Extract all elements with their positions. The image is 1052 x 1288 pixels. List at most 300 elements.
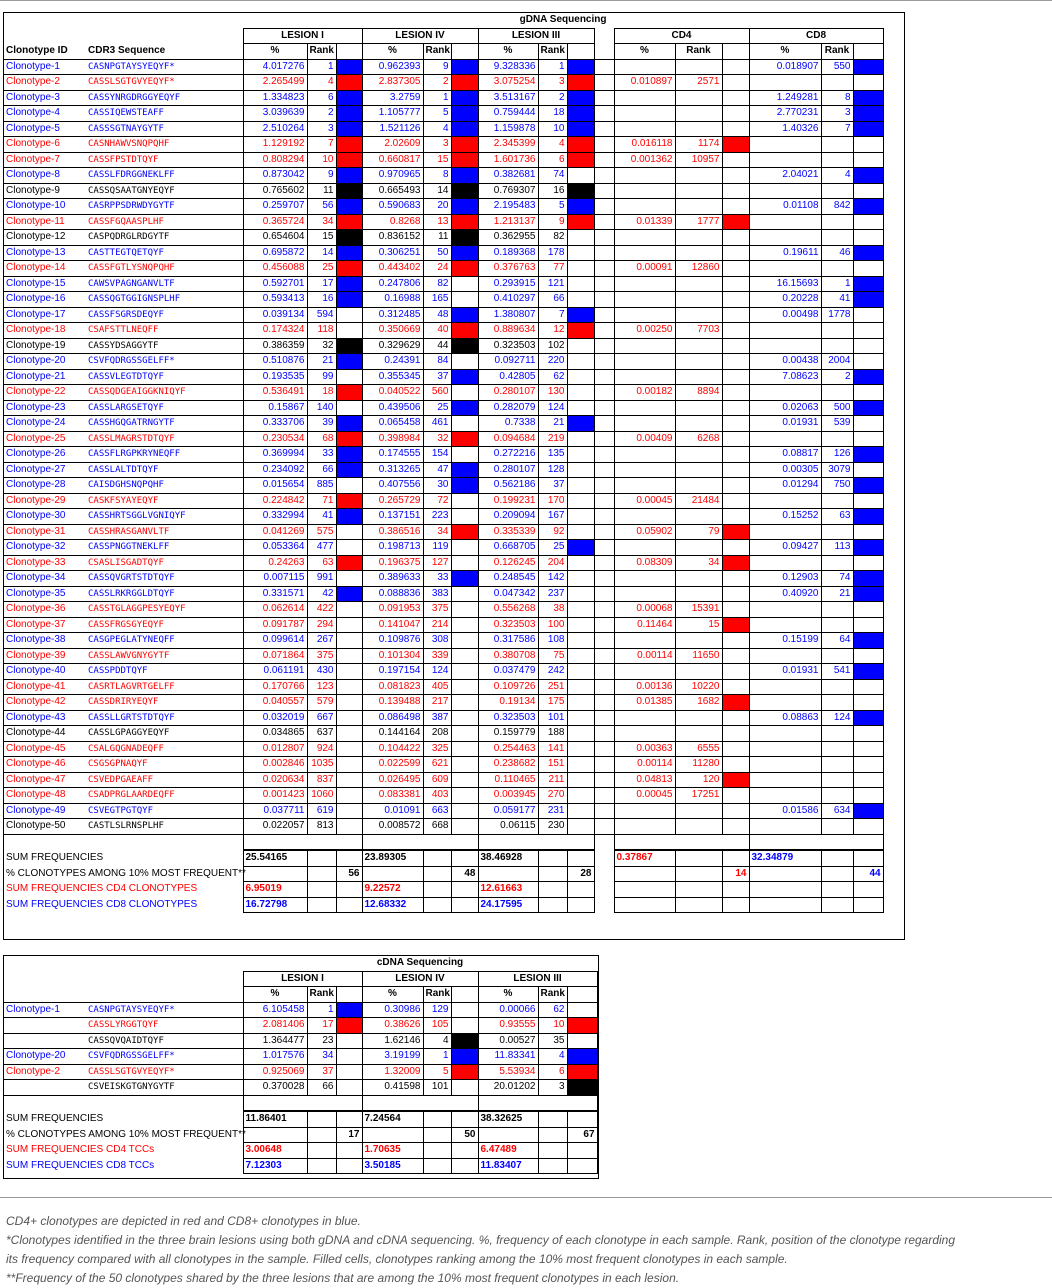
cdr3-sequence: CASSQDGEAIGGKNIQYF [86, 385, 243, 401]
pct-value: 0.380708 [478, 648, 538, 664]
rank-fill-cell [451, 121, 478, 137]
rank-fill-cell [853, 819, 883, 835]
rank-value [675, 245, 722, 261]
rank-value: 34 [307, 1049, 336, 1065]
pct-value: 0.137151 [362, 509, 423, 525]
table-cell [451, 1158, 478, 1174]
pct-value: 1.40326 [749, 121, 821, 137]
table-cell [451, 987, 478, 1003]
group-header: LESION III [478, 28, 594, 44]
rank-value: 3 [307, 121, 336, 137]
rank-fill-cell [853, 292, 883, 308]
rank-fill-cell [853, 59, 883, 75]
rank-fill-cell [336, 555, 362, 571]
rank-header: Rank [307, 987, 336, 1003]
table-cell [594, 648, 614, 664]
pct-value: 0.259707 [243, 199, 307, 215]
rank-fill-cell [722, 137, 749, 153]
pct-value: 1.364477 [243, 1033, 307, 1049]
pct-value: 0.092711 [478, 354, 538, 370]
spacer-row [3, 834, 883, 850]
rank-fill-cell [451, 292, 478, 308]
table-cell [336, 834, 362, 850]
rank-fill-cell [567, 106, 594, 122]
pct-value: 0.193535 [243, 369, 307, 385]
pct-value [749, 261, 821, 277]
rank-fill-cell [853, 168, 883, 184]
pct-label: % CLONOTYPES AMONG 10% MOST FREQUENT** [6, 867, 246, 879]
table-row [3, 695, 883, 711]
pct-value: 0.00305 [749, 462, 821, 478]
rank-fill-cell [451, 90, 478, 106]
pct-value [614, 369, 675, 385]
pct-value: 0.00498 [749, 307, 821, 323]
rank-fill-cell [567, 1033, 597, 1049]
rank-value: 8 [423, 168, 451, 184]
pct-value: 0.091787 [243, 617, 307, 633]
pct-value: 0.08817 [749, 447, 821, 463]
clonotype-id: Clonotype-16 [3, 292, 86, 308]
cdr3-sequence: CASSLMAGRSTDTQYF [86, 431, 243, 447]
table-cell [336, 987, 362, 1003]
rank-fill-cell [567, 137, 594, 153]
clonotype-id [3, 1018, 86, 1034]
cd4-sum-value: 9.22572 [362, 882, 423, 898]
cd8-sum-value: 12.68332 [362, 897, 423, 913]
pct-value [749, 695, 821, 711]
rank-value: 41 [307, 509, 336, 525]
rank-value: 214 [423, 617, 451, 633]
rank-value: 619 [307, 803, 336, 819]
rank-fill-cell [567, 276, 594, 292]
footnote-star: *Clonotypes identified in the three brain lesions using both gDNA and cDNA sequencing. %, frequency of each clonotype in each sample. Rank, position of the clonotype regarding [6, 1233, 956, 1247]
pct-value: 0.00114 [614, 648, 675, 664]
rank-value [675, 168, 722, 184]
table-cell [567, 1111, 597, 1127]
rank-fill-cell [567, 214, 594, 230]
rank-fill-cell [853, 803, 883, 819]
rank-header: Rank [821, 44, 853, 60]
table-cell [478, 1095, 538, 1111]
pct-value [749, 230, 821, 246]
pct-value: 0.026495 [362, 772, 423, 788]
rank-fill-cell [853, 757, 883, 773]
table-row [3, 245, 883, 261]
rank-fill-cell [336, 586, 362, 602]
rank-value: 48 [423, 307, 451, 323]
clonotype-id: Clonotype-37 [3, 617, 86, 633]
clonotype-id: Clonotype-35 [3, 586, 86, 602]
pct-value: 0.08863 [749, 710, 821, 726]
pct-value: 0.335339 [478, 524, 538, 540]
rank-fill-cell [336, 617, 362, 633]
cdr3-sequence: CASSLRKRGGLDTQYF [86, 586, 243, 602]
pct-value: 0.93555 [478, 1018, 538, 1034]
pct-value: 0.00527 [478, 1033, 538, 1049]
table-cell [451, 850, 478, 866]
rank-value: 4 [423, 1033, 451, 1049]
rank-value: 124 [423, 664, 451, 680]
table-cell [594, 44, 614, 60]
clonotype-id: Clonotype-44 [3, 726, 86, 742]
rank-fill-cell [336, 1018, 362, 1034]
cdr3-sequence: CASSLSGTGVYEQYF* [86, 1064, 243, 1080]
rank-fill-cell [853, 245, 883, 261]
pct-value: 0.00045 [614, 493, 675, 509]
table-row [3, 168, 883, 184]
cdr3-sequence: CASSTGLAGGPESYEQYF [86, 602, 243, 618]
table-cell [594, 245, 614, 261]
pct-value: 0.047342 [478, 586, 538, 602]
rank-value: 422 [307, 602, 336, 618]
pct-header: % [478, 987, 538, 1003]
clonotype-id: Clonotype-13 [3, 245, 86, 261]
rank-value: 1 [821, 276, 853, 292]
pct-value: 0.668705 [478, 540, 538, 556]
cdr3-sequence: CSVFQDRGSSGELFF* [86, 1049, 243, 1065]
rank-fill-cell [451, 803, 478, 819]
table-cell [451, 44, 478, 60]
sum-frequencies-row [3, 850, 883, 866]
rank-fill-cell [853, 772, 883, 788]
pct-value [749, 726, 821, 742]
rank-value: 74 [538, 168, 567, 184]
rank-fill-cell [451, 75, 478, 91]
pct-value: 1.601736 [478, 152, 538, 168]
table-row [3, 183, 883, 199]
rank-fill-cell [722, 183, 749, 199]
pct-value [749, 137, 821, 153]
pct-value: 3.513167 [478, 90, 538, 106]
rank-value: 66 [307, 462, 336, 478]
rank-value: 63 [821, 509, 853, 525]
cd8-label: SUM FREQUENCIES CD8 CLONOTYPES [6, 898, 198, 910]
rank-value [675, 540, 722, 556]
rank-value: 575 [307, 524, 336, 540]
rank-value: 126 [821, 447, 853, 463]
pct-value: 0.00182 [614, 385, 675, 401]
rank-fill-cell [336, 819, 362, 835]
table-cell [722, 834, 749, 850]
clonotype-id: Clonotype-3 [3, 90, 86, 106]
pct-value: 0.665493 [362, 183, 423, 199]
rank-fill-cell [336, 726, 362, 742]
rank-fill-cell [336, 106, 362, 122]
clonotype-id: Clonotype-10 [3, 199, 86, 215]
cdr3-sequence: CASSLGPAGGYEQYF [86, 726, 243, 742]
pct-value: 0.041269 [243, 524, 307, 540]
table-row [3, 710, 883, 726]
rank-fill-cell [336, 369, 362, 385]
rank-value [821, 788, 853, 804]
rank-fill-cell [722, 819, 749, 835]
rank-value: 56 [307, 199, 336, 215]
pct-value: 0.110465 [478, 772, 538, 788]
rank-value: 128 [538, 462, 567, 478]
table-cell [594, 819, 614, 835]
table-cell [567, 1143, 597, 1159]
cdr3-sequence: CASSFRGSGYEQYF [86, 617, 243, 633]
table-row [3, 555, 883, 571]
pct-value: 0.556268 [478, 602, 538, 618]
table-cell [594, 416, 614, 432]
table-cell [3, 28, 86, 44]
rank-value: 17 [307, 276, 336, 292]
rank-fill-cell [722, 586, 749, 602]
rank-value [675, 462, 722, 478]
sum-value: 7.24564 [362, 1111, 423, 1127]
table-cell [307, 1111, 336, 1127]
rank-value: 17251 [675, 788, 722, 804]
pct-value: 1.380807 [478, 307, 538, 323]
pct-value: 0.091953 [362, 602, 423, 618]
rank-fill-cell [722, 602, 749, 618]
table-cell [594, 338, 614, 354]
table-cell [538, 850, 567, 866]
rank-value: 11650 [675, 648, 722, 664]
cd4-sum-value: 6.47489 [478, 1143, 538, 1159]
clonotype-id: Clonotype-34 [3, 571, 86, 587]
cd4-sum-value: 3.00648 [243, 1143, 307, 1159]
pct-value: 0.00438 [749, 354, 821, 370]
rank-fill-cell [567, 524, 594, 540]
rank-value [821, 183, 853, 199]
rank-fill-cell [722, 199, 749, 215]
pct-value: 0.376763 [478, 261, 538, 277]
pct-value: 0.280107 [478, 462, 538, 478]
rank-value: 1778 [821, 307, 853, 323]
table-cell [749, 866, 821, 882]
pct-value: 0.40920 [749, 586, 821, 602]
top-divider [0, 0, 1052, 1]
rank-value: 3 [538, 1080, 567, 1096]
table-row [3, 664, 883, 680]
rank-value: 24 [423, 261, 451, 277]
pct-value [614, 447, 675, 463]
clonotype-id: Clonotype-11 [3, 214, 86, 230]
rank-value: 62 [538, 1002, 567, 1018]
pct-value [614, 183, 675, 199]
pct-value: 0.00091 [614, 261, 675, 277]
clonotype-id: Clonotype-29 [3, 493, 86, 509]
pct-value: 0.439506 [362, 400, 423, 416]
table-cell [853, 897, 883, 913]
table-row [3, 1002, 597, 1018]
rank-fill-cell [567, 90, 594, 106]
rank-value: 9 [307, 168, 336, 184]
clonotype-id: Clonotype-32 [3, 540, 86, 556]
table-row [3, 431, 883, 447]
table-cell [821, 866, 853, 882]
table-cell [594, 400, 614, 416]
clonotype-id: Clonotype-48 [3, 788, 86, 804]
rank-header: Rank [423, 987, 451, 1003]
rank-fill-cell [567, 819, 594, 835]
rank-value: 885 [307, 478, 336, 494]
cdr3-sequence: CASGPEGLATYNEQFF [86, 633, 243, 649]
pct-value: 50 [451, 1127, 478, 1143]
cdr3-sequence: CASTTEGTQETQYF [86, 245, 243, 261]
table-cell [594, 617, 614, 633]
pct-value: 0.238682 [478, 757, 538, 773]
pct-value [614, 354, 675, 370]
table-cell [307, 850, 336, 866]
pct-value: 0.00114 [614, 757, 675, 773]
pct-value [614, 586, 675, 602]
rank-value: 46 [821, 245, 853, 261]
table-cell [336, 850, 362, 866]
cdr3-sequence: CASSFSGRSDEQYF [86, 307, 243, 323]
rank-fill-cell [567, 152, 594, 168]
rank-value: 211 [538, 772, 567, 788]
rank-fill-cell [451, 385, 478, 401]
pct-value: 0.159779 [478, 726, 538, 742]
pct-value: 0.010897 [614, 75, 675, 91]
pct-value: 0.174555 [362, 447, 423, 463]
clonotype-id: Clonotype-27 [3, 462, 86, 478]
clonotype-id: Clonotype-20 [3, 354, 86, 370]
table-cell [594, 524, 614, 540]
group-header: CD8 [749, 28, 883, 44]
table-cell [594, 602, 614, 618]
rank-fill-cell [451, 307, 478, 323]
clonotype-id: Clonotype-2 [3, 1064, 86, 1080]
rank-value: 375 [307, 648, 336, 664]
rank-value: 8894 [675, 385, 722, 401]
table-row [3, 416, 883, 432]
pct-value: 0.323503 [478, 617, 538, 633]
pct-value [614, 462, 675, 478]
rank-fill-cell [567, 385, 594, 401]
rank-value [675, 307, 722, 323]
rank-fill-cell [451, 245, 478, 261]
rank-fill-cell [336, 292, 362, 308]
rank-fill-cell [451, 679, 478, 695]
pct-most-frequent-row [3, 866, 883, 882]
rank-fill-cell [567, 75, 594, 91]
pct-value: 0.11464 [614, 617, 675, 633]
table-row [3, 741, 883, 757]
cdr3-sequence: CASSLAWVGNYGYTF [86, 648, 243, 664]
pct-value [614, 710, 675, 726]
rank-value: 550 [821, 59, 853, 75]
table-cell [749, 882, 821, 898]
rank-value: 170 [538, 493, 567, 509]
table-cell [538, 834, 567, 850]
pct-value: 0.083381 [362, 788, 423, 804]
rank-value: 230 [538, 819, 567, 835]
table-cell [614, 834, 675, 850]
rank-value: 4 [821, 168, 853, 184]
table-row [3, 540, 883, 556]
rank-value: 47 [423, 462, 451, 478]
cdr3-sequence: CASSHRASGANVLTF [86, 524, 243, 540]
pct-value: 0.062614 [243, 602, 307, 618]
rank-fill-cell [853, 338, 883, 354]
rank-value: 10 [538, 121, 567, 137]
table-cell [749, 897, 821, 913]
table-cell [567, 850, 594, 866]
cdna-table [3, 956, 598, 1174]
rank-value: 667 [307, 710, 336, 726]
group-header: LESION III [478, 971, 597, 987]
rank-value: 68 [307, 431, 336, 447]
pct-value: 0.01586 [749, 803, 821, 819]
pct-value: 0.370028 [243, 1080, 307, 1096]
cdr3-sequence: CSVEGTPGTQYF [86, 803, 243, 819]
rank-value: 30 [423, 478, 451, 494]
cd4-label: SUM FREQUENCIES CD4 CLONOTYPES [6, 883, 198, 895]
rank-fill-cell [336, 338, 362, 354]
rank-fill-cell [722, 121, 749, 137]
rank-fill-cell [722, 493, 749, 509]
rank-value: 14 [307, 245, 336, 261]
rank-fill-cell [853, 354, 883, 370]
rank-fill-cell [853, 261, 883, 277]
table-row [3, 509, 883, 525]
rank-fill-cell [451, 493, 478, 509]
cdr3-sequence: CASSYDSAGGYTF [86, 338, 243, 354]
rank-fill-cell [853, 602, 883, 618]
pct-value: 0.293915 [478, 276, 538, 292]
cdr3-sequence: CASSFLRGPKRYNEQFF [86, 447, 243, 463]
rank-value: 82 [538, 230, 567, 246]
rank-fill-cell [336, 1033, 362, 1049]
rank-fill-cell [451, 710, 478, 726]
table-cell [594, 788, 614, 804]
pct-value [614, 338, 675, 354]
clonotype-id: Clonotype-36 [3, 602, 86, 618]
cdr3-sequence: CASSYNRGDRGGYEQYF [86, 90, 243, 106]
pct-value: 0.065458 [362, 416, 423, 432]
table-cell [594, 710, 614, 726]
pct-value: 0.020634 [243, 772, 307, 788]
group-header-row [3, 971, 597, 987]
table-cell [594, 276, 614, 292]
pct-value [749, 741, 821, 757]
table-row [3, 385, 883, 401]
sub-header-row [3, 44, 883, 60]
cdr3-sequence: CASNHAWVSNQPQHF [86, 137, 243, 153]
pct-value: 0.00066 [478, 1002, 538, 1018]
pct-value [614, 726, 675, 742]
rank-value: 10220 [675, 679, 722, 695]
rank-value [675, 183, 722, 199]
rank-fill-cell [451, 1033, 478, 1049]
table-cell [594, 199, 614, 215]
table-cell [567, 987, 597, 1003]
rank-fill-cell [853, 199, 883, 215]
rank-value: 71 [307, 493, 336, 509]
table-cell [423, 1127, 451, 1143]
pct-value: 9.328336 [478, 59, 538, 75]
rank-fill-cell [451, 462, 478, 478]
pct-value: 0.032019 [243, 710, 307, 726]
rank-value: 3 [821, 106, 853, 122]
rank-value: 62 [538, 369, 567, 385]
table-cell [675, 834, 722, 850]
rank-value: 13 [423, 214, 451, 230]
pct-value: 0.24391 [362, 354, 423, 370]
rank-fill-cell [336, 354, 362, 370]
table-row [3, 121, 883, 137]
rank-fill-cell [451, 354, 478, 370]
rank-fill-cell [853, 183, 883, 199]
table-cell [451, 834, 478, 850]
rank-value: 18 [307, 385, 336, 401]
rank-value [821, 772, 853, 788]
rank-fill-cell [567, 509, 594, 525]
